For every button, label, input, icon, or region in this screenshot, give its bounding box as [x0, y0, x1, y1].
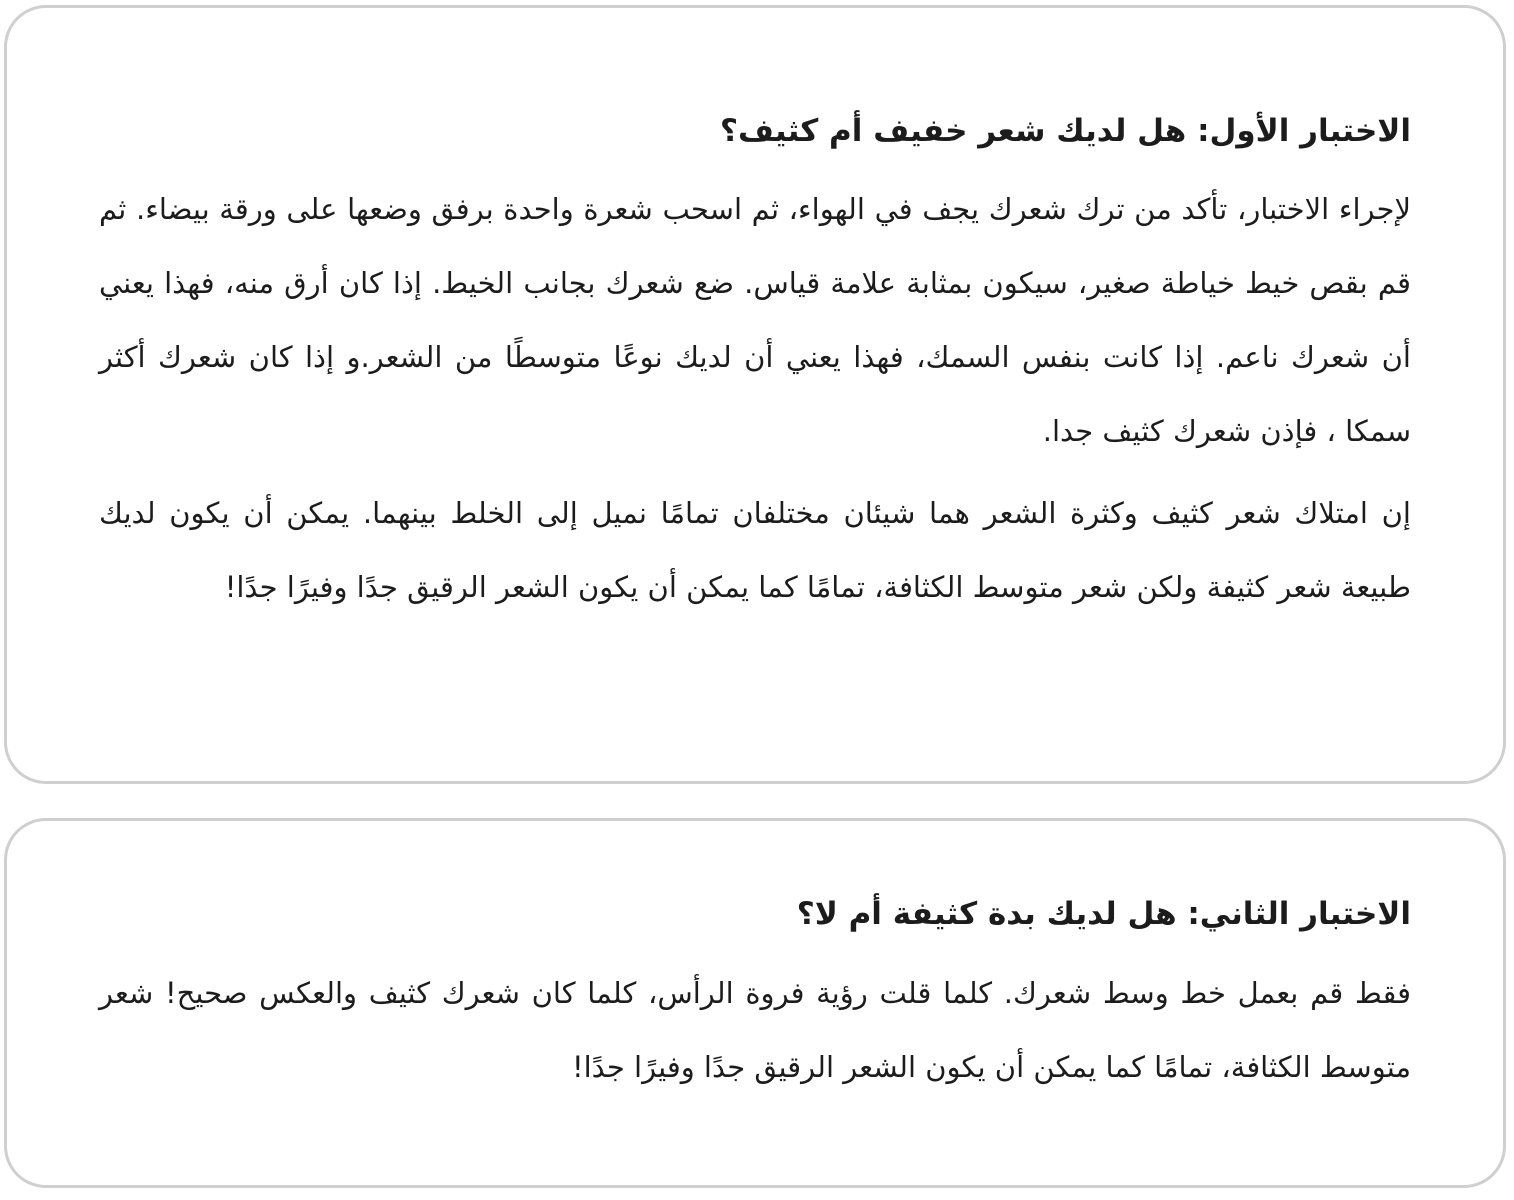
test-one-title: الاختبار الأول: هل لديك شعر خفيف أم كثيف؟ — [720, 113, 1411, 149]
test-one-paragraph-1: لإجراء الاختبار، تأكد من ترك شعرك يجف في الهواء، ثم اسحب شعرة واحدة برفق وضعها على ورقة بيضاء. ثم قم بقص خيط خياطة صغير، سيكون بمثابة علامة قياس. ضع شعرك بجانب الخيط. إذا كان أرق منه، فهذا يعني أن شعرك ناعم. إذا كانت بنفس السمك، فهذا يعني أن لديك نوعًا متوسطًا من الشعر.و إذا كان شعرك أكثر سمكا ، فإذن شعرك كثيف جدا. — [99, 192, 1411, 448]
test-two-paragraph: فقط قم بعمل خط وسط شعرك. كلما قلت رؤية فروة الرأس، كلما كان شعرك كثيف والعكس صحيح! شعر متوسط الكثافة، تمامًا كما يمكن أن يكون الشعر الرقيق جدًا وفيرًا جدًا! — [99, 976, 1411, 1084]
test-two-title: الاختبار الثاني: هل لديك بدة كثيفة أم لا؟ — [796, 896, 1411, 932]
test-one-paragraph-2: إن امتلاك شعر كثيف وكثرة الشعر هما شيئان مختلفان تمامًا نميل إلى الخلط بينهما. يمكن أن يكون لديك طبيعة شعر كثيفة ولكن شعر متوسط الكثافة، تمامًا كما يمكن أن يكون الشعر الرقيق جدًا وفيرًا جدًا! — [99, 496, 1411, 604]
test-one-card — [4, 5, 1506, 784]
test-two-card — [4, 818, 1506, 1188]
